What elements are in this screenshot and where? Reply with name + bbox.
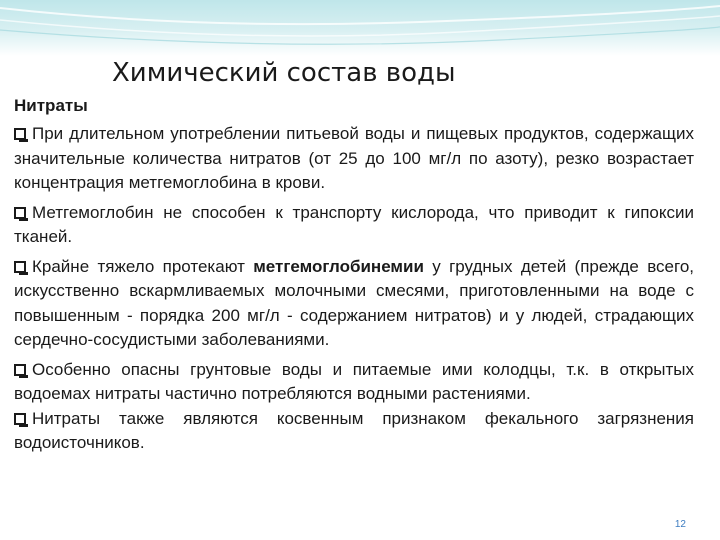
bullet-text: Метгемоглобин не способен к транспорту кислорода, что приводит к гипоксии тканей. <box>14 202 694 246</box>
bullet-item <box>14 201 694 250</box>
checkbox-bullet-icon <box>14 207 26 219</box>
bullet-text: Нитраты также являются косвенным признаком фекального загрязнения водоисточников. <box>14 408 694 452</box>
checkbox-bullet-icon <box>14 128 26 140</box>
bullet-item <box>14 407 694 456</box>
slide-title: Химический состав воды <box>112 58 456 88</box>
bullet-list <box>14 122 694 461</box>
section-heading: Нитраты <box>14 96 88 115</box>
checkbox-bullet-icon <box>14 261 26 273</box>
bullet-text: Особенно опасны грунтовые воды и питаемые ими колодцы, т.к. в открытых водоемах нитраты частично потребляются водными растениями. <box>14 359 694 403</box>
header-decoration <box>0 0 720 56</box>
bullet-item <box>14 358 694 407</box>
page-number: 12 <box>674 519 686 530</box>
bold-term: метгемоглобинемии <box>253 256 424 276</box>
checkbox-bullet-icon <box>14 413 26 425</box>
bullet-item <box>14 122 694 196</box>
bullet-text: При длительном употреблении питьевой воды и пищевых продуктов, содержащих значительные количества нитратов (от 25 до 100 мг/л по азоту), резко возрастает концентрация метгемоглобина в крови. <box>14 124 694 192</box>
bullet-text: у грудных детей (прежде всего, искусственно вскармливаемых молочными смесями, приготовленными на воде с повышенным - порядка 200 мг/л - содержанием нитратов) и у людей, страдающих сердечно-сосудистыми заболеваниями. <box>14 256 694 349</box>
wave-decoration <box>0 0 720 56</box>
checkbox-bullet-icon <box>14 364 26 376</box>
bullet-item <box>14 255 694 353</box>
bullet-text: Крайне тяжело протекают <box>32 256 254 276</box>
